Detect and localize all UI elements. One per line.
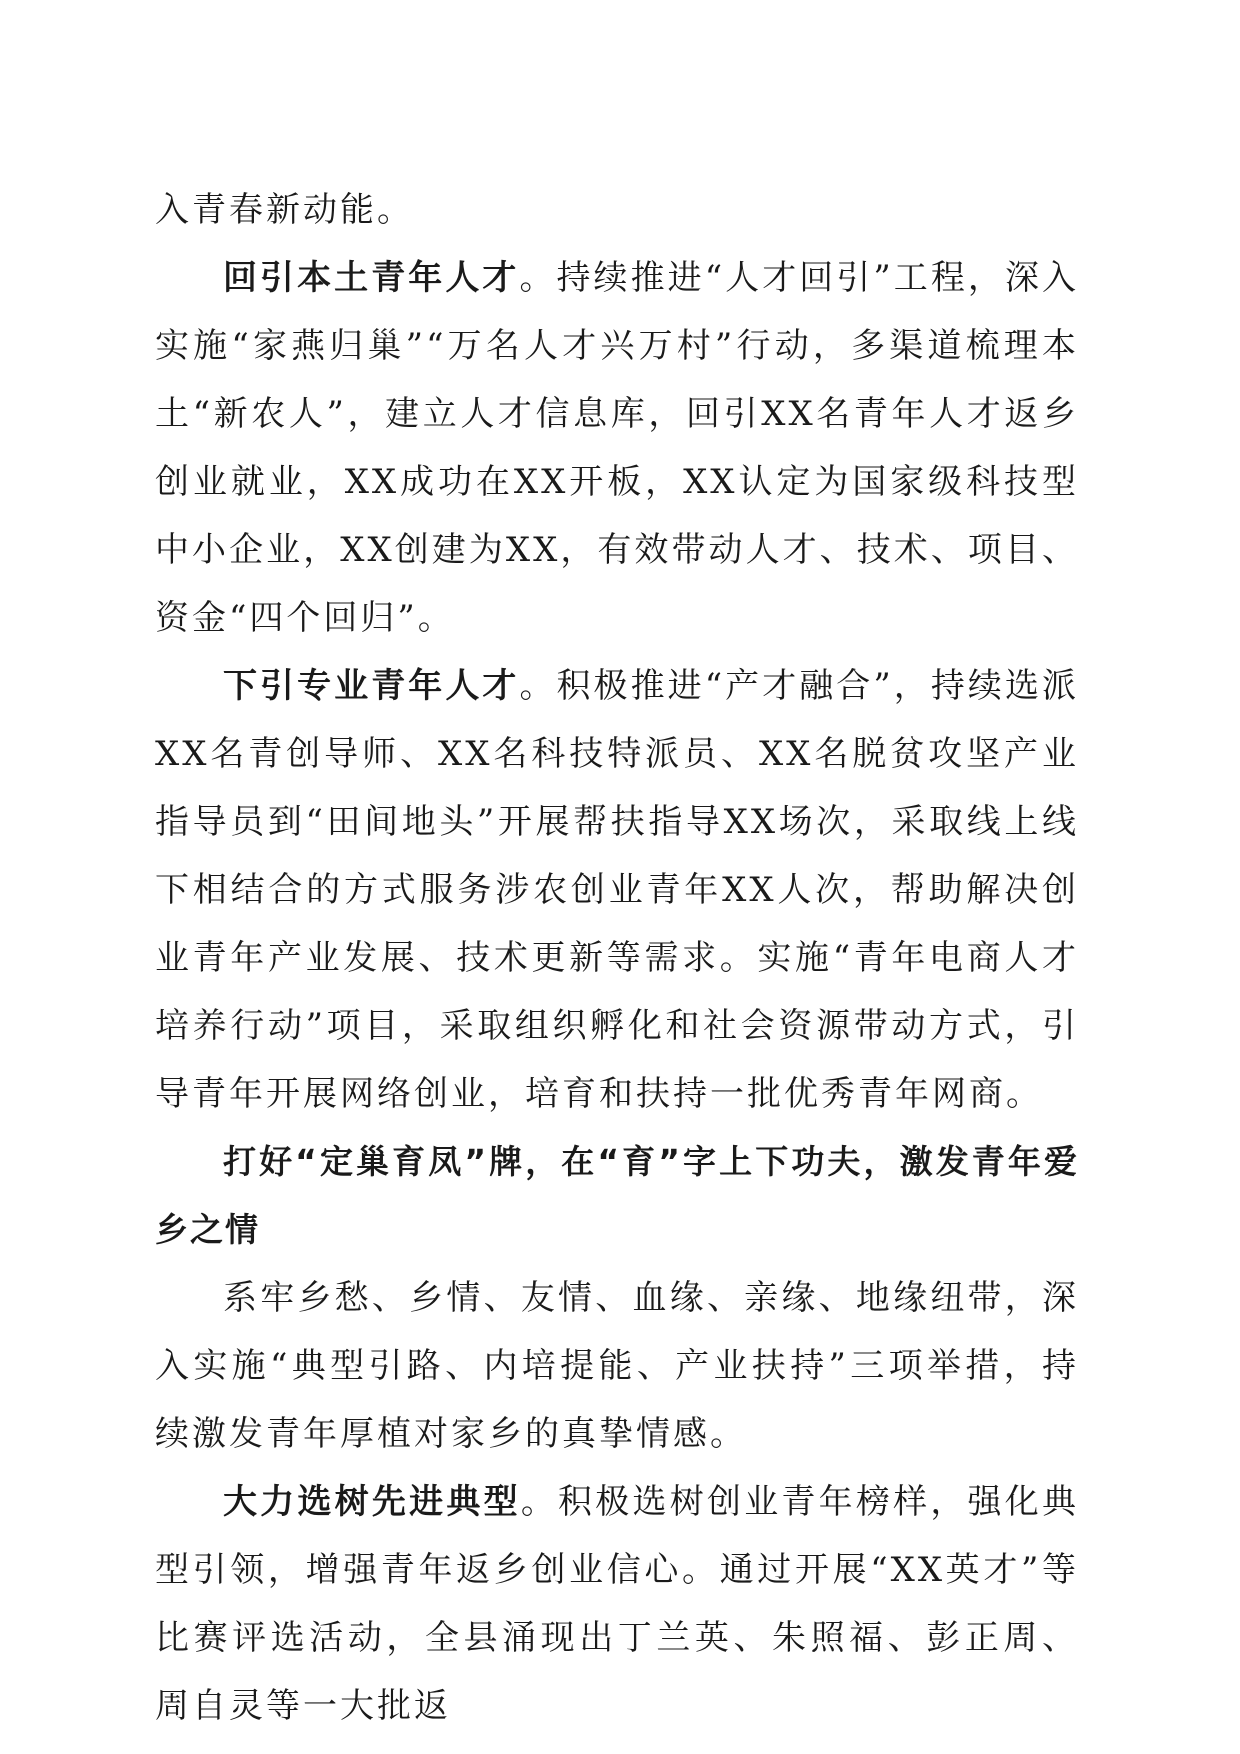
paragraph-lead: 大力选树先进典型 [223,1482,521,1522]
paragraph-local-talent [155,244,1079,652]
paragraph-text: 入青春新动能。 [155,190,414,230]
paragraph-intro [155,1264,1079,1468]
paragraph-text: 。积极选树创业青年榜样，强化典型引领，增强青年返乡创业信心。通过开展“XX英才”等比赛评选活动，全县涌现出丁兰英、朱照福、彭正周、周自灵等一大批返 [155,1482,1080,1726]
document-page [155,176,1079,1740]
paragraph-text: 。持续推进“人才回引”工程，深入实施“家燕归巢”“万名人才兴万村”行动，多渠道梳理本土“新农人”，建立人才信息库，回引XX名青年人才返乡创业就业，XX成功在XX开板，XX认定为国家级科技型中小企业，XX创建为XX，有效带动人才、技术、项目、资金“四个回归”。 [155,258,1080,638]
paragraph-continuation [155,176,1079,244]
paragraph-lead: 下引专业青年人才 [223,666,520,706]
section-heading: 打好“定巢育凤”牌，在“育”字上下功夫，激发青年爱乡之情 [155,1142,1079,1249]
paragraph-professional-talent [155,652,1079,1128]
paragraph-text: 。积极推进“产才融合”，持续选派XX名青创导师、XX名科技特派员、XX名脱贫攻坚产业指导员到“田间地头”开展帮扶指导XX场次，采取线上线下相结合的方式服务涉农创业青年XX人次，帮助解决创业青年产业发展、技术更新等需求。实施“青年电商人才培养行动”项目，采取组织孵化和社会资源带动方式，引导青年开展网络创业，培育和扶持一批优秀青年网商。 [155,666,1080,1114]
paragraph-lead: 回引本土青年人才 [223,258,520,298]
paragraph-role-models [155,1468,1079,1740]
paragraph-text: 系牢乡愁、乡情、友情、血缘、亲缘、地缘纽带，深入实施“典型引路、内培提能、产业扶持”三项举措，持续激发青年厚植对家乡的真挚情感。 [155,1278,1079,1454]
